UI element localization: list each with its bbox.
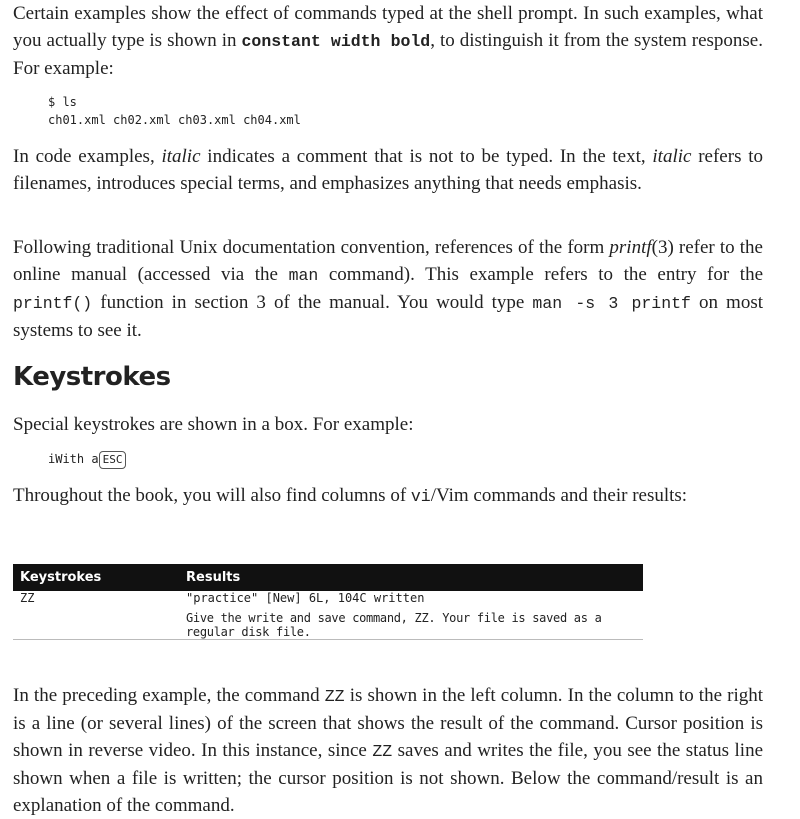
code-line-output: ch01.xml ch02.xml ch03.xml ch04.xml: [48, 113, 301, 127]
header-keystrokes: Keystrokes: [13, 564, 179, 591]
code-line-command: $ ls: [48, 95, 77, 109]
text-run: (3) refer to the online manual (accessed via the: [13, 237, 763, 285]
text-run: In the preceding example, the command: [13, 685, 325, 706]
esc-example: [48, 451, 126, 469]
text-run: is shown in the left column. In the column to the right is a line (or several lines) of the screen that shows the result of the command. Cursor position is shown in reverse video. In this instance, since: [13, 685, 764, 761]
man-command-full: man -s 3 printf: [532, 294, 691, 313]
italic-term: italic: [161, 146, 201, 167]
zz-command: ZZ: [324, 687, 345, 706]
paragraph-italic: [13, 143, 763, 197]
text-run: command). This example refers to the entry for the: [318, 264, 763, 285]
zz-command: ZZ: [372, 742, 393, 761]
result-cell: "practice" [New] 6L, 104C written: [186, 591, 425, 605]
zz-command: ZZ: [414, 611, 429, 625]
empty-cell: [13, 611, 179, 640]
code-example-ls: [48, 93, 301, 129]
text-run: on most systems to see it.: [13, 292, 763, 341]
paragraph-special-keystrokes: Special keystrokes are shown in a box. For example:: [13, 414, 414, 435]
keystroke-cell: ZZ: [20, 591, 35, 605]
paragraph-preceding-example: [13, 682, 763, 819]
text-run: saves and writes the file, you see the status line shown when a file is written; the cursor position is not shown. Below the command/result is an explanation of the command.: [13, 740, 763, 816]
paragraph-columns: [13, 482, 763, 510]
printf-function: printf(): [13, 294, 93, 313]
esc-key-box: ESC: [99, 451, 127, 469]
text-run: Give the write and save command,: [186, 611, 415, 625]
explanation-cell: [179, 611, 643, 640]
paragraph-shell-prompt: [13, 0, 763, 82]
text-run: In code examples,: [13, 146, 162, 167]
text-run: Following traditional Unix documentation convention, references of the form: [13, 237, 610, 258]
italic-term: italic: [652, 146, 692, 167]
table-header-row: [13, 564, 643, 591]
printf-ref: printf: [609, 237, 652, 258]
constant-width-bold-term: constant width bold: [241, 32, 431, 51]
text-run: function in section 3 of the manual. You would type: [92, 292, 533, 313]
table-row-explanation: [13, 611, 643, 640]
text-run: , to distinguish it from the system response. For example:: [13, 30, 763, 79]
vi-term: vi: [410, 487, 431, 506]
text-run: Throughout the book, you will also find columns of: [13, 485, 411, 506]
section-heading-keystrokes: Keystrokes: [13, 362, 171, 392]
man-command: man: [288, 266, 319, 285]
text-run: Certain examples show the effect of commands typed at the shell prompt. In such examples, what you actually type is shown in: [13, 3, 763, 51]
esc-example-text: iWith a: [48, 452, 99, 466]
header-results: Results: [179, 564, 643, 591]
paragraph-unix-convention: [13, 234, 763, 344]
text-run: indicates a comment that is not to be typed. In the text,: [200, 146, 653, 167]
text-run: . Your file is saved as a regular disk file.: [186, 611, 602, 639]
text-run: /Vim commands and their results:: [430, 485, 688, 506]
keystrokes-table: [13, 564, 643, 640]
table-row: [13, 591, 643, 611]
text-run: refers to filenames, introduces special terms, and emphasizes anything that needs emphasis.: [13, 146, 763, 194]
